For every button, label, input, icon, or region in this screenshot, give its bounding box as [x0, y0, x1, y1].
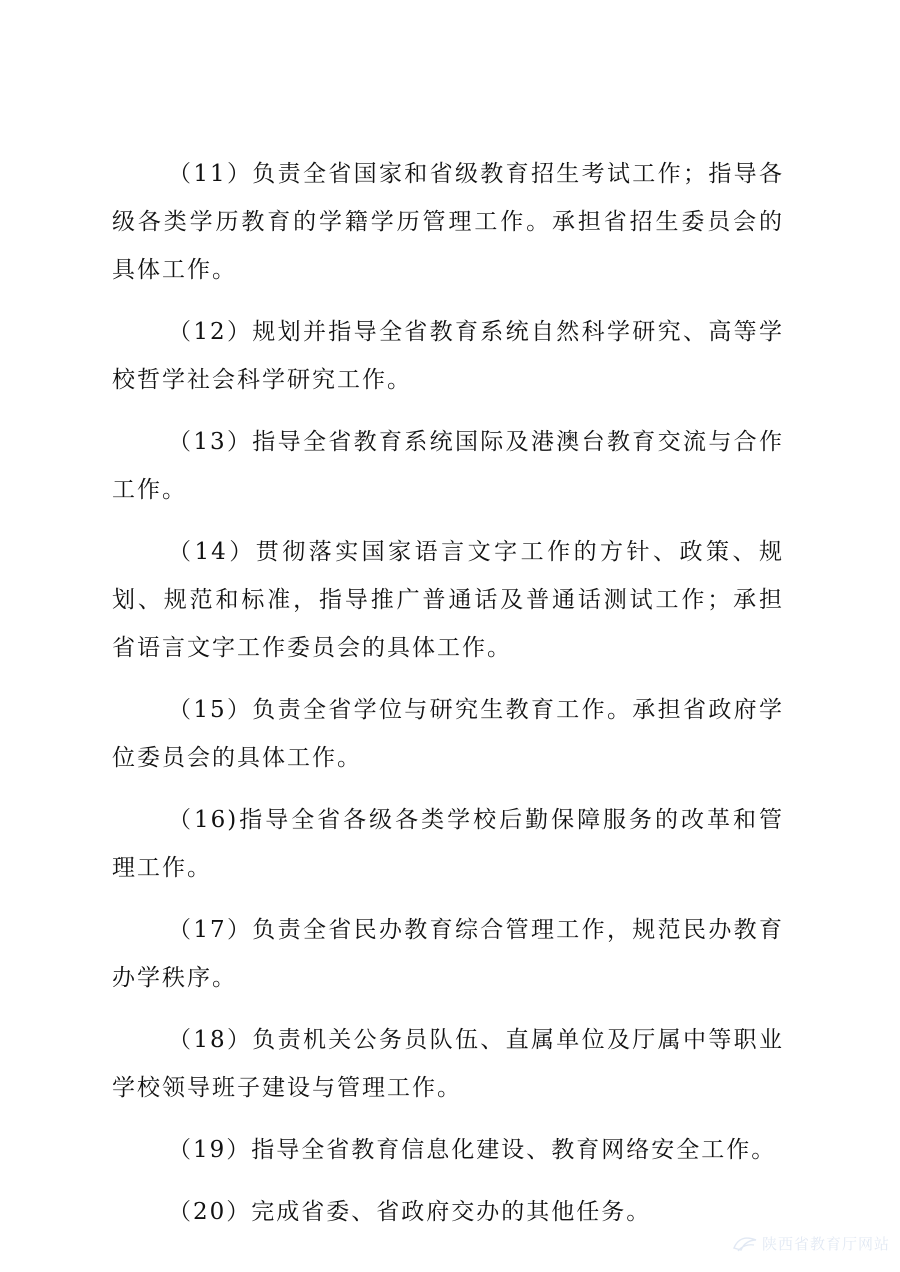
- duty-item-18: （18）负责机关公务员队伍、直属单位及厅属中等职业学校领导班子建设与管理工作。: [112, 1027, 784, 1101]
- duty-item-15: （15）负责全省学位与研究生教育工作。承担省政府学位委员会的具体工作。: [112, 697, 784, 771]
- duty-item-17: （17）负责全省民办教育综合管理工作，规范民办教育办学秩序。: [112, 917, 784, 991]
- duty-item-20: （20）完成省委、省政府交办的其他任务。: [168, 1199, 652, 1225]
- duty-item-12: （12）规划并指导全省教育系统自然科学研究、高等学校哲学社会科学研究工作。: [112, 319, 784, 393]
- duty-item-19: （19）指导全省教育信息化建设、教育网络安全工作。: [168, 1137, 777, 1163]
- site-logo-icon: [732, 1234, 758, 1254]
- duty-item-16: （16)指导全省各级各类学校后勤保障服务的改革和管理工作。: [112, 807, 784, 881]
- watermark-text: 陕西省教育厅网站: [761, 1235, 890, 1253]
- duty-item-13: （13）指导全省教育系统国际及港澳台教育交流与合作工作。: [112, 429, 784, 503]
- document-body: [112, 150, 784, 1250]
- site-watermark: [732, 1233, 890, 1254]
- duty-item-14: （14）贯彻落实国家语言文字工作的方针、政策、规划、规范和标准，指导推广普通话及普通话测试工作；承担省语言文字工作委员会的具体工作。: [112, 539, 784, 661]
- duty-item-11: （11）负责全省国家和省级教育招生考试工作；指导各级各类学历教育的学籍学历管理工作。承担省招生委员会的具体工作。: [112, 161, 784, 283]
